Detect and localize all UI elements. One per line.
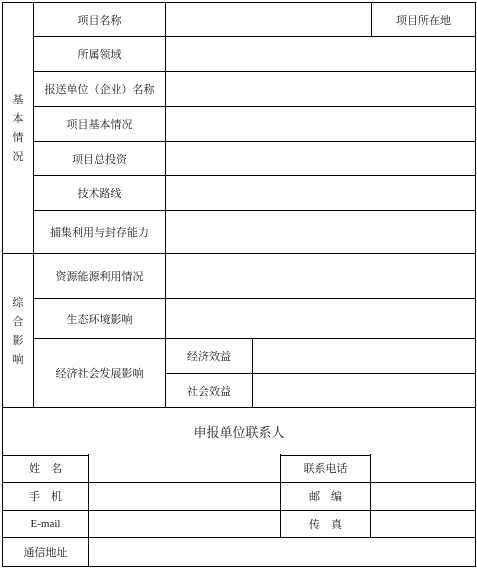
field-mobile[interactable]: [89, 482, 281, 510]
field-tech-route[interactable]: [166, 176, 476, 211]
label-postcode: 邮 编: [281, 482, 371, 510]
label-investment: 项目总投资: [34, 142, 166, 176]
label-project-name: 项目名称: [34, 3, 166, 37]
label-field: 所属领域: [34, 37, 166, 72]
field-overview[interactable]: [166, 107, 476, 142]
field-postcode[interactable]: [371, 482, 476, 510]
label-address: 通信地址: [3, 537, 89, 566]
label-economic-benefit: 经济效益: [166, 339, 253, 374]
field-resource[interactable]: [166, 254, 476, 299]
field-phone[interactable]: [371, 454, 476, 482]
label-tech-route: 技术路线: [34, 176, 166, 211]
section-label-basic: 基 本 情 况: [3, 3, 34, 254]
label-resource: 资源能源利用情况: [34, 254, 166, 299]
section-label-impact: 综 合 影 响: [3, 254, 34, 408]
label-phone: 联系电话: [281, 454, 371, 482]
field-social-benefit[interactable]: [253, 374, 476, 408]
field-address[interactable]: [89, 537, 476, 566]
field-economic-benefit[interactable]: [253, 339, 476, 374]
field-email[interactable]: [89, 510, 281, 537]
field-field[interactable]: [166, 37, 476, 72]
field-fax[interactable]: [371, 510, 476, 537]
project-info-table: [2, 2, 476, 456]
label-mobile: 手 机: [3, 482, 89, 510]
field-submitter[interactable]: [166, 72, 476, 107]
field-capacity[interactable]: [166, 211, 476, 254]
field-ecology[interactable]: [166, 299, 476, 339]
label-email: E-mail: [3, 510, 89, 537]
label-name: 姓 名: [3, 454, 89, 482]
label-social-benefit: 社会效益: [166, 374, 253, 408]
label-capacity: 捕集利用与封存能力: [34, 211, 166, 254]
label-project-location: 项目所在地: [372, 3, 476, 37]
label-submitter: 报送单位（企业）名称: [34, 72, 166, 107]
field-name[interactable]: [89, 454, 281, 482]
contact-table: [2, 454, 476, 567]
field-investment[interactable]: [166, 142, 476, 176]
label-ecology: 生态环境影响: [34, 299, 166, 339]
label-socio-econ: 经济社会发展影响: [34, 339, 166, 408]
contact-section-title: 申报单位联系人: [3, 408, 476, 456]
label-overview: 项目基本情况: [34, 107, 166, 142]
label-fax: 传 真: [281, 510, 371, 537]
field-project-name[interactable]: [166, 3, 372, 37]
